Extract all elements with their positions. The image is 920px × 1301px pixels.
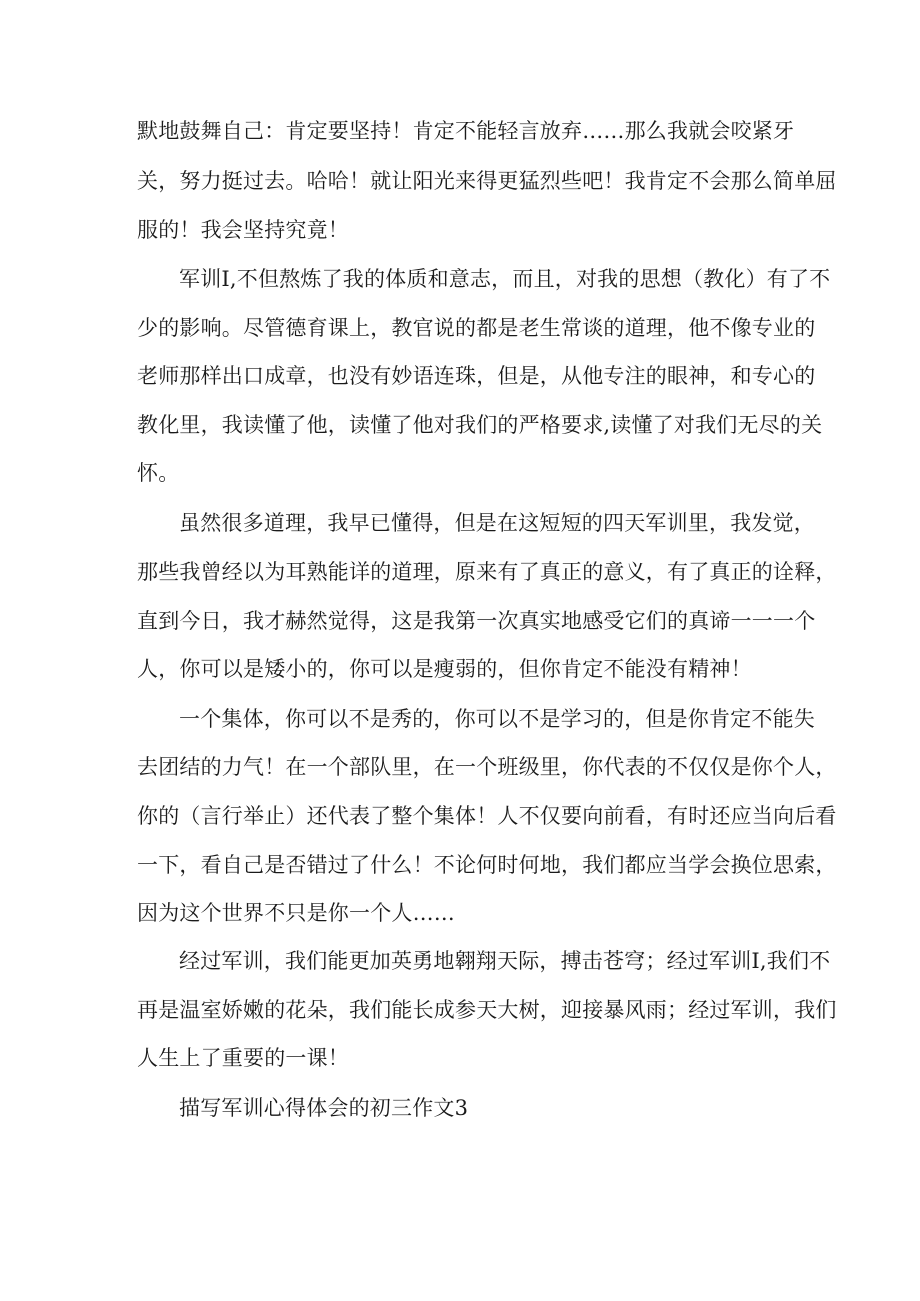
text-line: 教化里，我读懂了他，读懂了他对我们的严格要求,读懂了对我们无尽的关 (137, 413, 823, 437)
text-line: 去团结的力气！在一个部队里，在一个班级里，你代表的不仅仅是你个人， (137, 755, 837, 779)
text-line: 人生上了重要的一课！ (137, 1046, 349, 1070)
text-line: 你的（言行举止）还代表了整个集体！人不仅要向前看，有时还应当向后看 (137, 804, 837, 828)
text-line: 默地鼓舞自己：肯定要坚持！肯定不能轻言放弃……那么我就会咬紧牙 (137, 119, 795, 143)
section-heading: 描写军训心得体会的初三作文3 (179, 1096, 469, 1120)
text-line: 少的影响。尽管德育课上，教官说的都是老生常谈的道理，他不像专业的 (137, 316, 816, 340)
paragraph-first-line: 虽然很多道理，我早已懂得，但是在这短短的四天军训里，我发觉， (179, 511, 815, 535)
text-line: 服的！我会坚持究竟！ (137, 218, 349, 242)
paragraph-first-line: 一个集体，你可以不是秀的，你可以不是学习的，但是你肯定不能失 (179, 707, 815, 731)
text-line: 直到今日，我才赫然觉得，这是我第一次真实地感受它们的真谛一一一个 (137, 609, 816, 633)
text-line: 关，努力挺过去。哈哈！就让阳光来得更猛烈些吧！我肯定不会那么简单屈 (137, 169, 837, 193)
text-line: 人，你可以是矮小的，你可以是瘦弱的，但你肯定不能没有精神！ (137, 657, 752, 681)
text-line: 老师那样出口成章，也没有妙语连珠，但是，从他专注的眼神，和专心的 (137, 364, 816, 388)
paragraph-first-line: 经过军训，我们能更加英勇地翱翔天际，搏击苍穹；经过军训I,我们不 (179, 949, 831, 973)
text-line: 怀。 (137, 461, 180, 485)
text-line: 再是温室娇嫩的花朵，我们能长成参天大树，迎接暴风雨；经过军训，我们 (137, 998, 837, 1022)
paragraph-first-line: 军训I,不但熬炼了我的体质和意志，而且，对我的思想（教化）有了不 (179, 267, 831, 291)
text-line: 因为这个世界不只是你一个人…… (137, 901, 455, 925)
text-line: 一下，看自己是否错过了什么！不论何时何地，我们都应当学会换位思索， (137, 853, 837, 877)
text-line: 那些我曾经以为耳熟能详的道理，原来有了真正的意义，有了真正的诠释， (137, 560, 837, 584)
